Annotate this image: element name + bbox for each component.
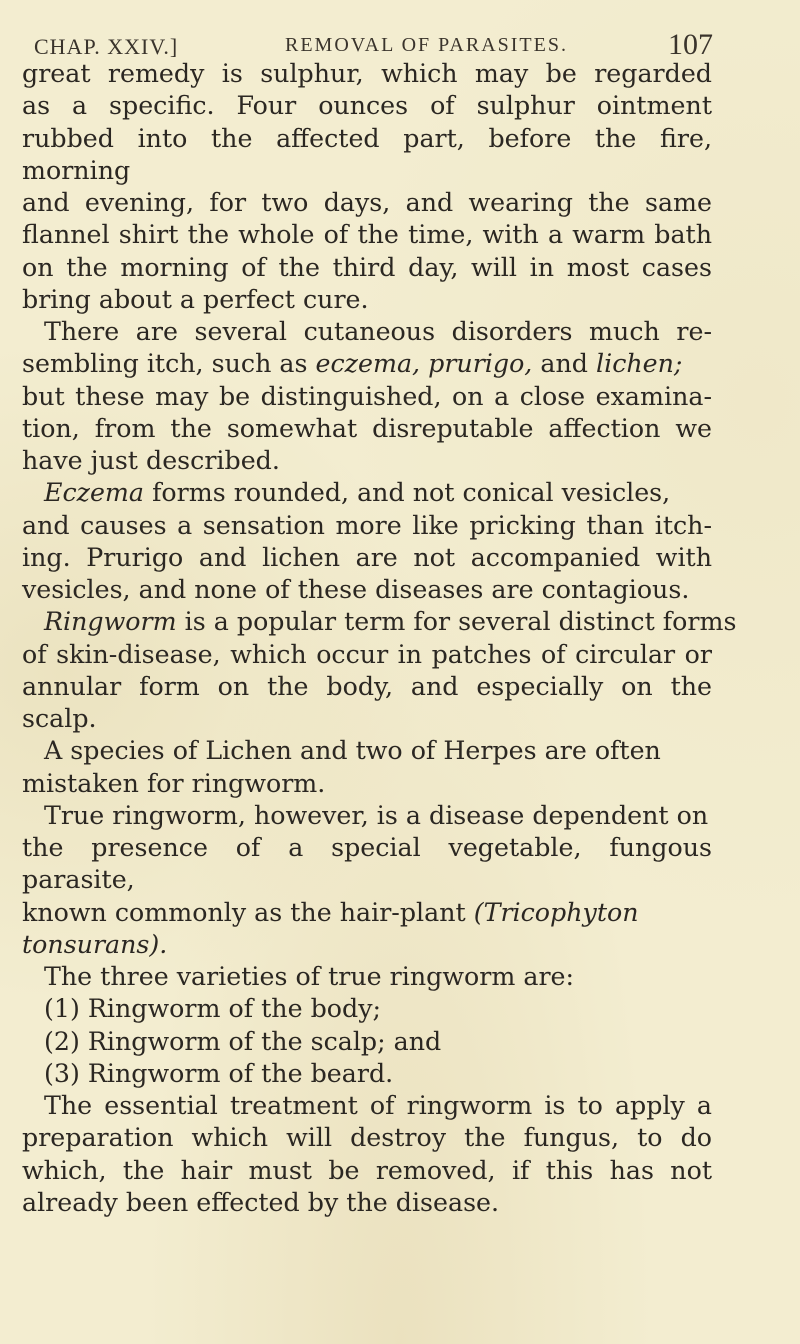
text-fragment: sembling itch, such as	[22, 349, 308, 379]
text-line: A species of Lichen and two of Herpes are often	[44, 736, 661, 766]
italic-term: Eczema	[44, 478, 145, 508]
text-line: of skin-disease, which occur in patches of circular or	[22, 639, 712, 669]
text-line: ing. Prurigo and lichen are not accompanied with	[22, 542, 712, 572]
text-line: There are several cutaneous disorders much re-	[44, 317, 712, 346]
text-line: on the morning of the third day, will in most cases	[22, 252, 712, 282]
text-line: but these may be distinguished, on a close examina-	[22, 381, 712, 411]
text-line	[22, 477, 712, 509]
text-line: as a specific. Four ounces of sulphur ointment	[22, 91, 712, 121]
text-line	[22, 897, 712, 929]
italic-term: tonsurans).	[22, 929, 168, 959]
text-line: The essential treatment of ringworm is to apply a	[44, 1091, 712, 1120]
text-line: annular form on the body, and especially on the scalp.	[22, 671, 712, 733]
text-line: the presence of a special vegetable, fungous parasite,	[22, 833, 712, 895]
text-line: The three varieties of true ringworm are:	[44, 962, 575, 991]
text-line: flannel shirt the whole of the time, with a warm bath	[22, 220, 712, 250]
italic-term: (Tricophyton	[473, 897, 639, 927]
list-item: (2) Ringworm of the scalp; and	[44, 1026, 442, 1056]
text-line	[22, 929, 712, 961]
text-line: rubbed into the affected part, before the fire, morning	[22, 123, 712, 185]
text-fragment: and	[532, 349, 597, 379]
running-title: REMOVAL OF PARASITES.	[285, 34, 568, 56]
italic-term: Ringworm	[44, 607, 177, 637]
list-item: (1) Ringworm of the body;	[44, 994, 382, 1024]
text-fragment: known commonly as the hair-plant	[22, 897, 466, 927]
text-line: bring about a perfect cure.	[22, 284, 369, 314]
text-line: tion, from the somewhat disreputable affection we	[22, 413, 712, 443]
text-line	[22, 348, 712, 380]
text-line: and causes a sensation more like pricking than itch-	[22, 510, 712, 540]
text-line: and evening, for two days, and wearing the same	[22, 188, 712, 217]
text-fragment: forms rounded, and not conical vesicles,	[152, 478, 671, 508]
text-line: vesicles, and none of these diseases are contagious.	[22, 575, 690, 604]
text-line: great remedy is sulphur, which may be regarded	[22, 59, 712, 88]
italic-term: eczema, prurigo,	[315, 349, 533, 379]
text-line: already been effected by the disease.	[22, 1187, 500, 1217]
text-fragment: is a popular term for several distinct forms	[184, 607, 737, 637]
text-line: preparation which will destroy the fungus, to do	[22, 1123, 712, 1153]
body-text	[22, 58, 737, 1219]
text-line: which, the hair must be removed, if this has not	[22, 1155, 712, 1185]
italic-term: lichen;	[596, 349, 683, 379]
text-line	[22, 606, 737, 638]
text-line: have just described.	[22, 446, 280, 475]
text-line: True ringworm, however, is a disease dependent on	[44, 800, 709, 830]
list-item: (3) Ringworm of the beard.	[44, 1058, 394, 1088]
chapter-heading: CHAP. XXIV.]	[34, 34, 179, 59]
text-line: mistaken for ringworm.	[22, 768, 326, 798]
page-number: 107	[668, 28, 713, 61]
